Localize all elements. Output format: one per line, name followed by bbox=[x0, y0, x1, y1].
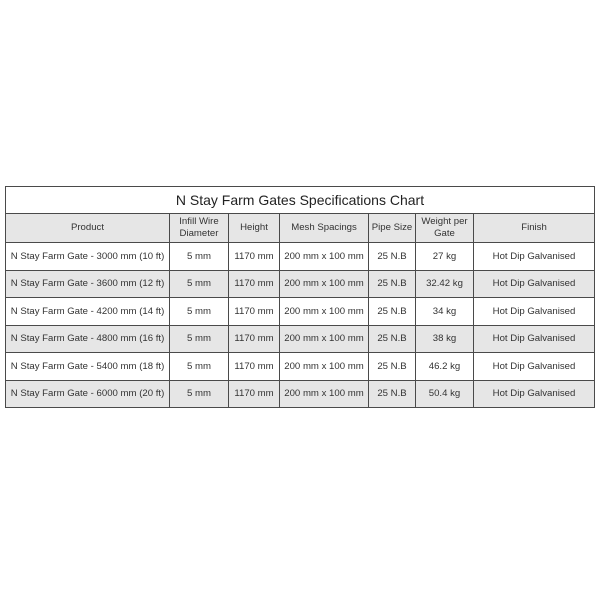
cell-pipe: 25 N.B bbox=[369, 270, 416, 298]
cell-product: N Stay Farm Gate - 3000 mm (10 ft) bbox=[6, 243, 170, 271]
cell-infill: 5 mm bbox=[170, 353, 229, 381]
cell-weight: 50.4 kg bbox=[416, 380, 474, 408]
cell-infill: 5 mm bbox=[170, 243, 229, 271]
cell-infill: 5 mm bbox=[170, 380, 229, 408]
table-row bbox=[6, 243, 595, 271]
cell-pipe: 25 N.B bbox=[369, 325, 416, 353]
cell-mesh: 200 mm x 100 mm bbox=[280, 353, 369, 381]
header-height: Height bbox=[229, 214, 280, 243]
header-mesh-spacings: Mesh Spacings bbox=[280, 214, 369, 243]
cell-weight: 27 kg bbox=[416, 243, 474, 271]
cell-infill: 5 mm bbox=[170, 325, 229, 353]
header-pipe-size: Pipe Size bbox=[369, 214, 416, 243]
cell-mesh: 200 mm x 100 mm bbox=[280, 270, 369, 298]
header-weight-line1: Weight per bbox=[421, 216, 468, 227]
cell-product: N Stay Farm Gate - 6000 mm (20 ft) bbox=[6, 380, 170, 408]
cell-product: N Stay Farm Gate - 4800 mm (16 ft) bbox=[6, 325, 170, 353]
cell-height: 1170 mm bbox=[229, 353, 280, 381]
cell-finish: Hot Dip Galvanised bbox=[474, 298, 595, 326]
cell-mesh: 200 mm x 100 mm bbox=[280, 298, 369, 326]
cell-height: 1170 mm bbox=[229, 298, 280, 326]
header-weight-per-gate bbox=[416, 214, 474, 243]
cell-height: 1170 mm bbox=[229, 270, 280, 298]
cell-mesh: 200 mm x 100 mm bbox=[280, 380, 369, 408]
table-row bbox=[6, 298, 595, 326]
cell-weight: 38 kg bbox=[416, 325, 474, 353]
cell-height: 1170 mm bbox=[229, 243, 280, 271]
cell-height: 1170 mm bbox=[229, 380, 280, 408]
header-weight-line2: Gate bbox=[434, 228, 455, 239]
cell-product: N Stay Farm Gate - 4200 mm (14 ft) bbox=[6, 298, 170, 326]
cell-mesh: 200 mm x 100 mm bbox=[280, 243, 369, 271]
cell-height: 1170 mm bbox=[229, 325, 280, 353]
header-finish: Finish bbox=[474, 214, 595, 243]
cell-finish: Hot Dip Galvanised bbox=[474, 380, 595, 408]
header-infill-line2: Diameter bbox=[179, 228, 219, 239]
cell-weight: 46.2 kg bbox=[416, 353, 474, 381]
table-title: N Stay Farm Gates Specifications Chart bbox=[6, 187, 595, 214]
cell-weight: 34 kg bbox=[416, 298, 474, 326]
table-title-row bbox=[6, 187, 595, 214]
cell-pipe: 25 N.B bbox=[369, 380, 416, 408]
cell-finish: Hot Dip Galvanised bbox=[474, 353, 595, 381]
specifications-chart bbox=[5, 186, 594, 408]
specifications-table bbox=[5, 186, 595, 408]
cell-finish: Hot Dip Galvanised bbox=[474, 270, 595, 298]
cell-weight: 32.42 kg bbox=[416, 270, 474, 298]
table-header-row bbox=[6, 214, 595, 243]
cell-product: N Stay Farm Gate - 3600 mm (12 ft) bbox=[6, 270, 170, 298]
cell-infill: 5 mm bbox=[170, 270, 229, 298]
table-row bbox=[6, 270, 595, 298]
header-infill-wire-diameter bbox=[170, 214, 229, 243]
cell-pipe: 25 N.B bbox=[369, 243, 416, 271]
table-row bbox=[6, 325, 595, 353]
cell-product: N Stay Farm Gate - 5400 mm (18 ft) bbox=[6, 353, 170, 381]
cell-finish: Hot Dip Galvanised bbox=[474, 243, 595, 271]
cell-pipe: 25 N.B bbox=[369, 353, 416, 381]
cell-mesh: 200 mm x 100 mm bbox=[280, 325, 369, 353]
cell-infill: 5 mm bbox=[170, 298, 229, 326]
cell-pipe: 25 N.B bbox=[369, 298, 416, 326]
table-row bbox=[6, 353, 595, 381]
cell-finish: Hot Dip Galvanised bbox=[474, 325, 595, 353]
table-row bbox=[6, 380, 595, 408]
header-infill-line1: Infill Wire bbox=[179, 216, 219, 227]
header-product: Product bbox=[6, 214, 170, 243]
